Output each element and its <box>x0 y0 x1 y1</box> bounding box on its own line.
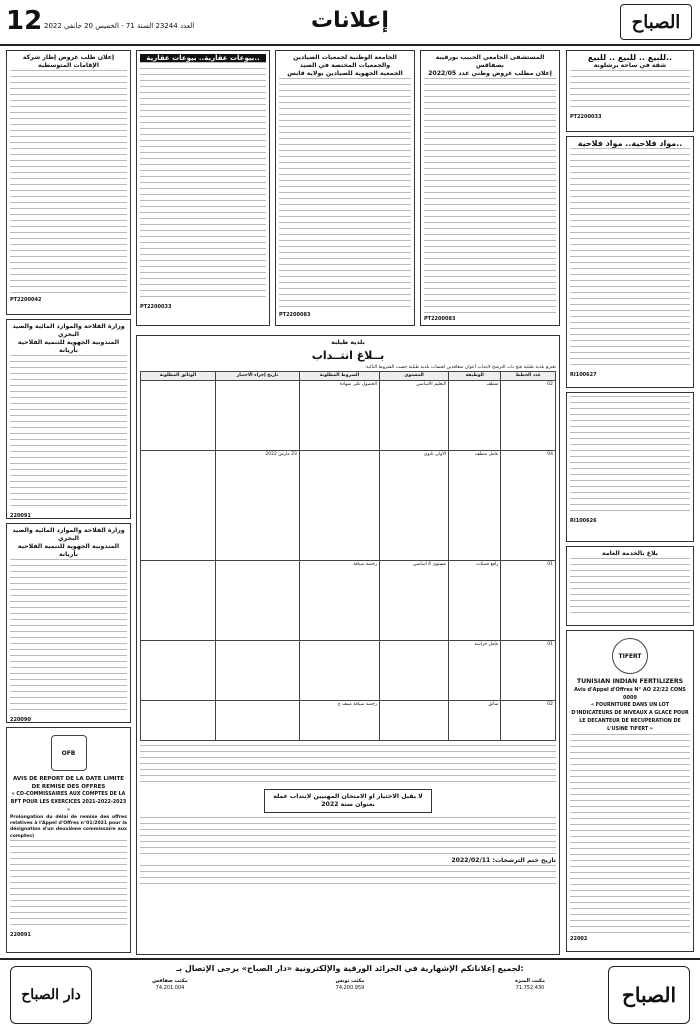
hunters-title: الجامعة الوطنية لجمعيات الصيادين والجمعيات المختصة في الصيد <box>293 54 397 69</box>
table-row <box>141 560 556 640</box>
tifert-subtitle: Avis d'Appel d'Offres N° AO 22/22 CONS 0009 <box>574 687 686 701</box>
recruitment-text-2 <box>140 817 556 857</box>
recruitment-callout-text: لا يقبل الاختيار او الامتحان المهنيين لانتداب عملة بعنوان سنة 2022 <box>273 792 423 808</box>
table-cell <box>299 640 379 700</box>
footer-contact <box>290 978 410 992</box>
ofb-subtitle: « CO-COMMISSAIRES AUX COMPTES DE LA BFT POUR LES EXERCICES 2021-2022-2023 » <box>10 792 127 813</box>
issue-line: العدد 23244 السنة 71 - الخميس 20 جانفي 2022 <box>44 22 195 30</box>
hunters-ref: PT2200083 <box>279 312 311 318</box>
classified-text <box>570 70 690 112</box>
tifert-ref: 22002 <box>570 936 588 942</box>
agri-notice-1 <box>6 319 131 519</box>
table-cell <box>141 450 216 560</box>
table-cell: عامل منظف <box>449 450 501 560</box>
footer-contact-phone: 74.201.004 <box>155 985 185 991</box>
side-notice-ref: RI100626 <box>570 518 597 524</box>
hospital-title: المستشفى الجامعي الحبيب بورقيبة بصفاقس <box>435 54 545 69</box>
hospital-text <box>424 78 556 314</box>
column-header: تاريخ إجراء الاختبار <box>215 372 299 381</box>
ofb-text <box>10 840 127 930</box>
table-row <box>141 450 556 560</box>
classified-ref: PT2200033 <box>570 114 602 120</box>
real-estate-notice <box>136 50 270 326</box>
ofb-body: Prolongation du délai de remise des offres relatives à l'Appel d'Offres n°01/2021 pour la désignation d'un deuxième commissaire aux comptes) <box>10 815 127 839</box>
table-cell <box>299 450 379 560</box>
classified-ref-2: RI100627 <box>570 372 597 378</box>
public-service-notice <box>566 546 694 626</box>
footer-contact <box>110 978 230 992</box>
table-cell: الأولى ثانوي <box>380 450 449 560</box>
classifieds-column <box>566 50 694 942</box>
agri-ref-2: 220090 <box>10 717 31 723</box>
table-cell <box>380 640 449 700</box>
bank-logo-icon: OFB <box>51 735 87 771</box>
classified-box <box>566 50 694 132</box>
table-cell: مستوى 4 أساسي <box>380 560 449 640</box>
column-header: الوظيفة <box>449 372 501 381</box>
agri-text-1 <box>10 355 127 511</box>
column-header: عدد الخطط <box>501 372 556 381</box>
agri-subtitle-1: المندوبية الجهوية للتنمية الفلاحية بأريانة <box>17 339 120 354</box>
table-cell <box>215 380 299 450</box>
table-cell: التعليم الأساسي <box>380 380 449 450</box>
footer-contact-label: مكتب تونس <box>335 978 365 984</box>
page-header <box>0 0 700 46</box>
table-cell: 01 <box>501 640 556 700</box>
tifert-title: TUNISIAN INDIAN FERTILIZERS <box>576 678 684 685</box>
hospital-notice-column <box>420 50 560 330</box>
table-cell: 23 مارس 2022 <box>215 450 299 560</box>
table-cell: رخصة سياقة صنف ج <box>299 700 379 740</box>
hospital-ref: PT2200083 <box>424 316 456 322</box>
recruitment-table <box>140 371 556 741</box>
real-estate-ref: PT2200033 <box>140 304 172 310</box>
table-cell <box>141 700 216 740</box>
footer-title: لجميع إعلاناتكم الإشهارية في الجرائد الورقية والإلكترونية «دار الصباح» يرجى الإتصال بـ: <box>176 964 524 973</box>
recruitment-intro: تعتزم بلدية طبلبة فتح باب الترشح لانتداب أعوان متعاقدين لحساب بلدية طبلبة حسب الشروط التالية: <box>364 365 556 370</box>
tifert-logo: TIFERT <box>612 638 648 674</box>
footer-logo: الصباح <box>608 966 690 1024</box>
table-row <box>141 380 556 450</box>
agri-title-2: وزارة الفلاحة والموارد المائية والصيد البحري <box>12 527 125 542</box>
classified-text-2 <box>570 148 690 370</box>
real-estate-title: بيوعات عقارية.. بيوعات عقارية.. <box>140 54 266 62</box>
page-footer <box>0 958 700 1029</box>
footer-contact-phone: 71.752.430 <box>515 985 545 991</box>
agri-text-2 <box>10 559 127 715</box>
table-cell <box>215 700 299 740</box>
classified-box-2 <box>566 136 694 388</box>
page-number: 12 <box>6 6 43 36</box>
table-cell: 02 <box>501 700 556 740</box>
side-notice <box>566 392 694 542</box>
table-cell <box>141 560 216 640</box>
table-cell: 04 <box>501 450 556 560</box>
classified-title-2: مواد فلاحية.. مواد فلاحية.. <box>577 139 683 148</box>
classified-subtitle: شقة في ساحة برشلونة <box>593 62 667 69</box>
hunters-text <box>279 78 411 310</box>
table-cell <box>141 380 216 450</box>
table-header-row <box>141 372 556 381</box>
side-notice-text <box>570 396 690 516</box>
tender-title: إعلان طلب عروض إطار شركة الإقامات المتوسطية <box>22 54 115 69</box>
table-cell: منظف <box>449 380 501 450</box>
agri-title-1: وزارة الفلاحة والموارد المائية والصيد البحري <box>12 323 125 338</box>
footer-contact <box>470 978 590 992</box>
table-cell: رافع فضلات <box>449 560 501 640</box>
recruitment-text <box>140 745 556 785</box>
left-column <box>6 50 131 955</box>
footer-contact-label: مكتب المنزه <box>514 978 546 984</box>
tender-text <box>10 70 127 295</box>
footer-contact-phone: 74.200.959 <box>335 985 365 991</box>
classified-title: للبيع .. للبيع .. للبيع.. <box>587 53 673 62</box>
ofb-title: AVIS DE REPORT DE LA DATE LIMITE DE REMISE DES OFFRES <box>13 776 124 790</box>
recruitment-text-3 <box>140 865 556 889</box>
hospital-notice <box>420 50 560 326</box>
ofb-notice <box>6 727 131 953</box>
tifert-text <box>570 734 690 934</box>
public-service-title: بلاغ بالخدمة العامة <box>602 550 658 557</box>
table-cell <box>380 700 449 740</box>
real-estate-text <box>140 62 266 302</box>
table-cell: 01 <box>501 560 556 640</box>
table-cell <box>141 640 216 700</box>
table-row <box>141 700 556 740</box>
hunters-notice <box>275 50 415 326</box>
agri-notice-2 <box>6 523 131 723</box>
ofb-ref: 220091 <box>10 931 31 938</box>
recruitment-header: بلدية طبلبة <box>331 339 365 346</box>
hunters-notice-column <box>275 50 415 330</box>
tifert-notice <box>566 630 694 952</box>
hospital-subtitle: إعلان مطلب عروض وطني عدد 2022/05 <box>428 70 552 77</box>
newspaper-logo: الصباح <box>620 4 692 40</box>
footer-contact-label: مكتب صفاقس <box>152 978 188 984</box>
table-cell: 02 <box>501 380 556 450</box>
table-cell: رخصة سياقة <box>299 560 379 640</box>
table-cell: الحصول على شهادة <box>299 380 379 450</box>
hunters-subtitle: الجمعية الجهوية للصيادين بولاية قابس <box>287 70 403 77</box>
tender-ref: PT2200042 <box>10 297 42 303</box>
column-header: الوثائق المطلوبة <box>141 372 216 381</box>
column-header: المستوى <box>380 372 449 381</box>
agri-ref-1: 220091 <box>10 513 31 519</box>
agri-subtitle-2: المندوبية الجهوية للتنمية الفلاحية بأريانة <box>17 543 120 558</box>
tifert-object: « FOURNITURE DANS UN LOT D'INDICATEURS DE NIVEAUX A GLACE POUR LE DECANTEUR DE RECUPERATION DE L'USINE TIFERT » <box>571 703 689 732</box>
recruitment-callout <box>264 789 432 813</box>
real-estate-column <box>136 50 270 330</box>
recruitment-title: بــلاغ انتــداب <box>311 349 385 362</box>
table-row <box>141 640 556 700</box>
column-header: الشروط المطلوبة <box>299 372 379 381</box>
recruitment-notice <box>136 335 560 955</box>
tender-notice <box>6 50 131 315</box>
table-cell <box>215 560 299 640</box>
recruitment-deadline: تاريخ ختم الترشحات: 2022/02/11 <box>451 856 556 864</box>
table-cell: عامل حراسة <box>449 640 501 700</box>
footer-logo-2: دار الصباح <box>10 966 92 1024</box>
public-service-text <box>570 558 690 616</box>
table-cell <box>215 640 299 700</box>
section-title: إعلانات <box>311 8 389 33</box>
table-cell: سائق <box>449 700 501 740</box>
